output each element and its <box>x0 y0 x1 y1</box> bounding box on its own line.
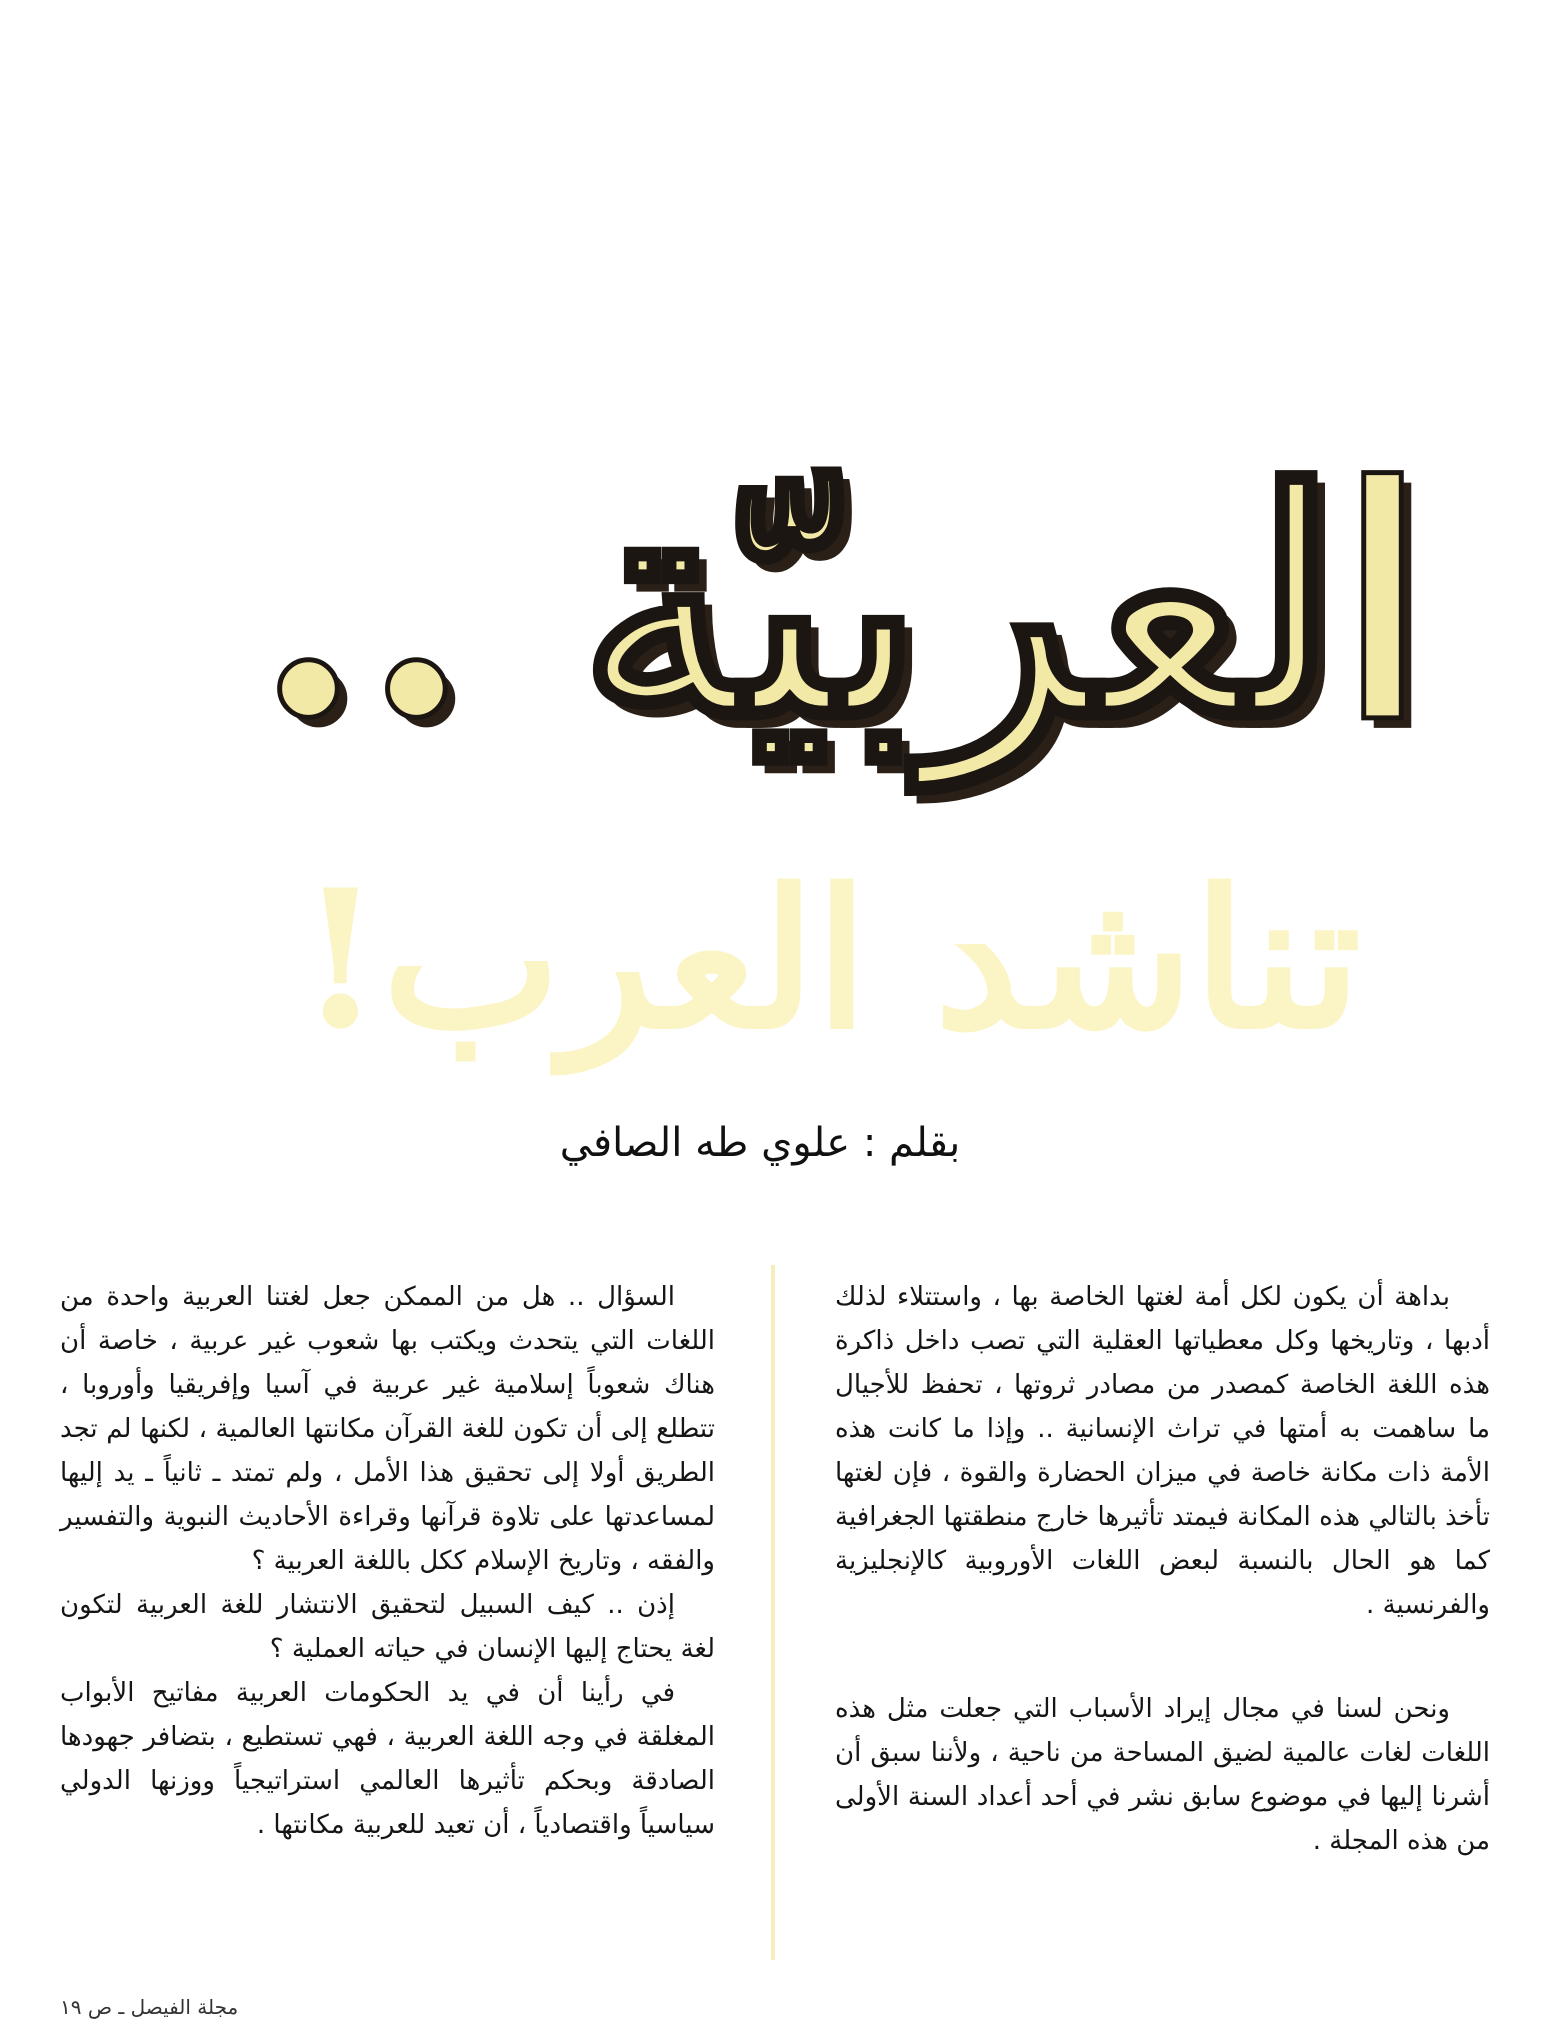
page-footer: مجلة الفيصل ـ ص ١٩ <box>60 1995 239 2019</box>
paragraph: السؤال .. هل من الممكن جعل لغتنا العربية واحدة من اللغات التي يتحدث ويكتب بها شعوب غير عربية ، خاصة أن هناك شعوباً إسلامية غير عربية في آسيا وإفريقيا وأوروبا ، تتطلع إلى أن تكون للغة القرآن مكانتها العالمية ، لكنها لم تجد الطريق أولا إلى تحقيق هذا الأمل ، ولم تمتد ـ ثانياً ـ يد إليها لمساعدتها على تلاوة قرآنها وقراءة الأحاديث النبوية والتفسير والفقه ، وتاريخ الإسلام ككل باللغة العربية ؟ <box>60 1282 715 1576</box>
article-subtitle: تناشد العرب! <box>298 848 1362 1071</box>
article-title: العربيّة .. <box>254 423 1426 787</box>
byline: بقلم : علوي طه الصافي <box>559 1120 961 1166</box>
paragraph: بداهة أن يكون لكل أمة لغتها الخاصة بها ، واستتلاء لذلك أدبها ، وتاريخها وكل معطياتها العقلية التي تصب داخل ذاكرة هذه اللغة الخاصة كمصدر من مصادر ثروتها ، تحفظ للأجيال ما ساهمت به أمتها في تراث الإنسانية .. وإذا ما كانت هذه الأمة ذات مكانة خاصة في ميزان الحضارة والقوة ، فإن لغتها تأخذ بالتالي هذه المكانة فيمتد تأثيرها خارج منطقتها الجغرافية كما هو الحال بالنسبة لبعض اللغات الأوروبية كالإنجليزية والفرنسية . <box>835 1282 1490 1620</box>
column-divider <box>771 1265 775 1960</box>
paragraph: في رأينا أن في يد الحكومات العربية مفاتيح الأبواب المغلقة في وجه اللغة العربية ، فهي تستطيع ، بتضافر جهودها الصادقة وبحكم تأثيرها العالمي استراتيجياً ووزنها الدولي سياسياً واقتصادياً ، أن تعيد للعربية مكانتها . <box>60 1678 715 1840</box>
column-left <box>60 1275 715 1847</box>
column-right <box>835 1275 1490 1863</box>
paragraph: ونحن لسنا في مجال إيراد الأسباب التي جعلت مثل هذه اللغات لغات عالمية لضيق المساحة من ناحية ، ولأننا سبق أن أشرنا إليها في موضوع سابق نشر في أحد أعداد السنة الأولى من هذه المجلة . <box>835 1694 1490 1856</box>
paragraph: إذن .. كيف السبيل لتحقيق الانتشار للغة العربية لتكون لغة يحتاج إليها الإنسان في حياته العملية ؟ <box>60 1590 715 1664</box>
